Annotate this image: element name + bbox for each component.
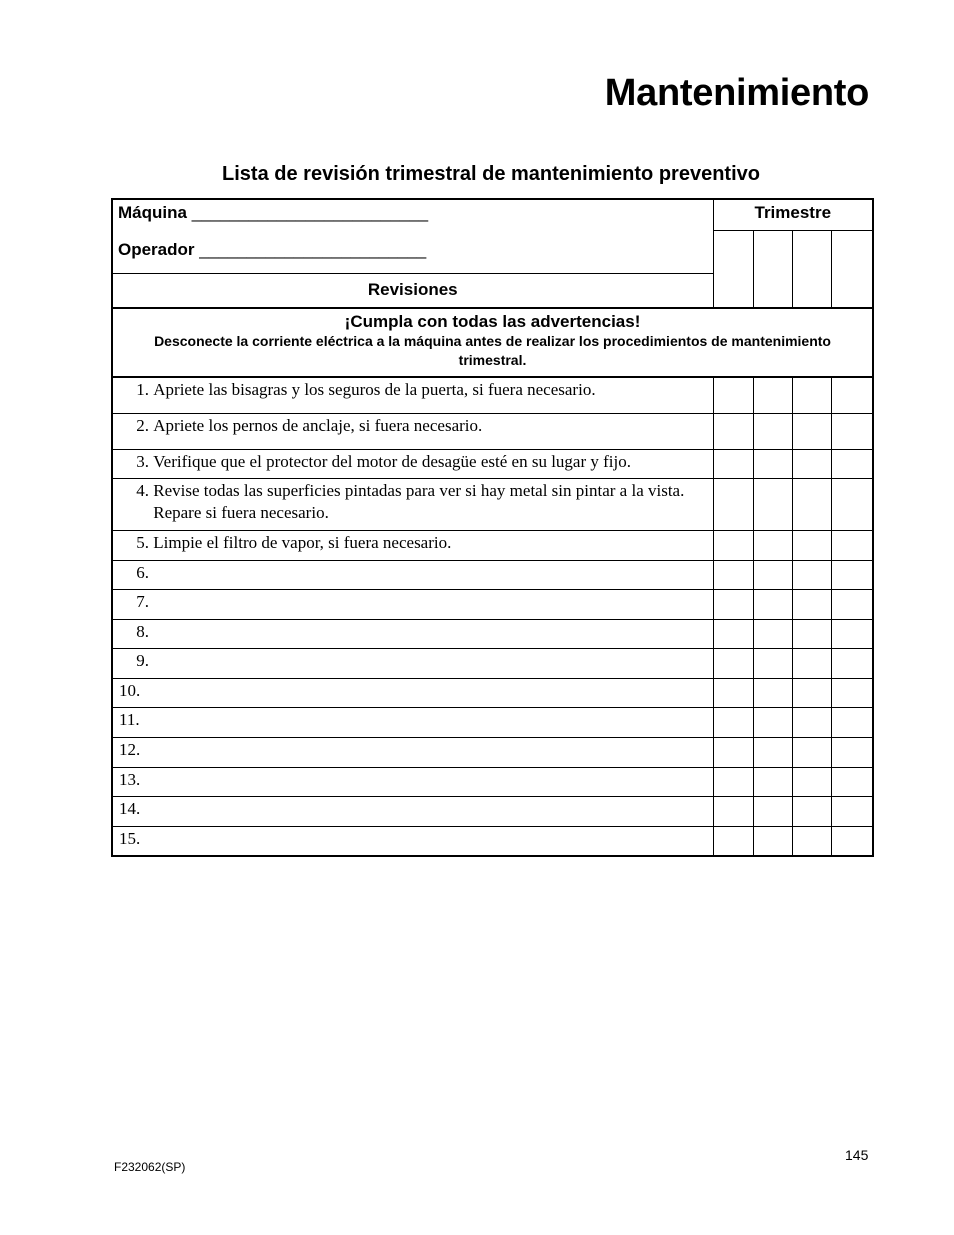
item-number: 1. (136, 380, 149, 399)
quarter-4-checkbox-cell[interactable] (831, 737, 873, 767)
quarter-2-checkbox-cell[interactable] (753, 767, 792, 796)
quarter-4-checkbox-cell[interactable] (831, 648, 873, 678)
machine-blank-line: _________________________ (191, 203, 429, 222)
quarter-1-checkbox-cell[interactable] (713, 767, 753, 796)
table-row (112, 826, 873, 856)
quarter-2-checkbox-cell[interactable] (753, 413, 792, 449)
item-number: 3. (136, 451, 149, 471)
quarter-3-checkbox-cell[interactable] (792, 737, 831, 767)
quarter-4-checkbox-cell[interactable] (831, 478, 873, 530)
table-row (112, 648, 873, 678)
quarter-3-checkbox-cell[interactable] (792, 377, 831, 413)
quarter-1-checkbox-cell[interactable] (713, 377, 753, 413)
quarter-2-header-cell (753, 230, 792, 308)
checklist-item (112, 589, 713, 619)
item-number: 13. (119, 769, 141, 789)
checklist-item (112, 619, 713, 648)
revisions-header-label: Revisiones (367, 280, 458, 300)
item-number: 7. (136, 591, 149, 611)
quarter-4-checkbox-cell[interactable] (831, 589, 873, 619)
item-text: Verifique que el protector del motor de desagüe esté en su lugar y fijo. (153, 451, 631, 471)
item-text: Revise todas las superficies pintadas para ver si hay metal sin pintar a la vista. Repare si fuera necesario. (153, 480, 685, 522)
page-title: Mantenimiento (604, 72, 869, 114)
quarter-4-checkbox-cell[interactable] (831, 619, 873, 648)
checklist-item (112, 560, 713, 589)
quarter-3-checkbox-cell[interactable] (792, 619, 831, 648)
table-row (112, 449, 873, 478)
quarter-3-checkbox-cell[interactable] (792, 449, 831, 478)
maintenance-checklist-table (111, 198, 874, 857)
quarter-3-checkbox-cell[interactable] (792, 530, 831, 560)
quarter-header-label: Trimestre (754, 203, 832, 222)
quarter-3-checkbox-cell[interactable] (792, 767, 831, 796)
quarter-4-checkbox-cell[interactable] (831, 413, 873, 449)
table-row (112, 707, 873, 737)
quarter-1-checkbox-cell[interactable] (713, 478, 753, 530)
table-row (112, 530, 873, 560)
quarter-2-checkbox-cell[interactable] (753, 737, 792, 767)
item-number: 5. (136, 532, 149, 552)
quarter-2-checkbox-cell[interactable] (753, 478, 792, 530)
checklist-item (112, 478, 713, 530)
quarter-2-checkbox-cell[interactable] (753, 589, 792, 619)
item-number: 6. (136, 562, 149, 582)
quarter-4-checkbox-cell[interactable] (831, 826, 873, 856)
quarter-1-checkbox-cell[interactable] (713, 530, 753, 560)
table-row (112, 589, 873, 619)
item-text: Limpie el filtro de vapor, si fuera necesario. (153, 532, 452, 552)
item-number: 15. (119, 828, 141, 848)
quarter-2-checkbox-cell[interactable] (753, 377, 792, 413)
machine-field[interactable] (112, 199, 713, 230)
quarter-1-checkbox-cell[interactable] (713, 826, 753, 856)
item-number: 8. (136, 621, 149, 641)
table-row (112, 737, 873, 767)
quarter-4-header-cell (831, 230, 873, 308)
quarter-3-checkbox-cell[interactable] (792, 796, 831, 826)
quarter-2-checkbox-cell[interactable] (753, 530, 792, 560)
checklist-item (112, 796, 713, 826)
checklist-item (112, 530, 713, 560)
quarter-1-checkbox-cell[interactable] (713, 678, 753, 707)
quarter-1-checkbox-cell[interactable] (713, 707, 753, 737)
quarter-1-checkbox-cell[interactable] (713, 619, 753, 648)
page-number: 145 (845, 1147, 869, 1163)
item-number: 11. (119, 709, 140, 729)
item-number: 12. (119, 739, 141, 759)
table-row (112, 767, 873, 796)
checklist-item (112, 767, 713, 796)
quarter-2-checkbox-cell[interactable] (753, 648, 792, 678)
quarter-1-checkbox-cell[interactable] (713, 796, 753, 826)
quarter-3-checkbox-cell[interactable] (792, 826, 831, 856)
checklist-item (112, 826, 713, 856)
table-row (112, 560, 873, 589)
quarter-4-checkbox-cell[interactable] (831, 707, 873, 737)
quarter-4-checkbox-cell[interactable] (831, 449, 873, 478)
quarter-3-checkbox-cell[interactable] (792, 648, 831, 678)
revisions-header (112, 273, 713, 308)
quarter-4-checkbox-cell[interactable] (831, 560, 873, 589)
quarter-1-header-cell (713, 230, 753, 308)
quarter-1-checkbox-cell[interactable] (713, 560, 753, 589)
quarter-2-checkbox-cell[interactable] (753, 619, 792, 648)
checklist-title: Lista de revisión trimestral de mantenimiento preventivo (222, 163, 760, 185)
item-text: Apriete las bisagras y los seguros de la puerta, si fuera necesario. (153, 380, 596, 399)
item-number: 10. (119, 680, 141, 700)
quarter-3-checkbox-cell[interactable] (792, 478, 831, 530)
item-number: 9. (136, 650, 149, 670)
operator-blank-line: ________________________ (199, 240, 427, 259)
operator-label: Operador (118, 240, 195, 259)
item-number: 4. (136, 480, 149, 500)
checklist-item (112, 678, 713, 707)
quarter-2-checkbox-cell[interactable] (753, 796, 792, 826)
warning-box (112, 308, 873, 377)
item-number: 14. (119, 798, 141, 818)
quarter-4-checkbox-cell[interactable] (831, 530, 873, 560)
item-number: 2. (136, 415, 149, 435)
checklist-item (112, 648, 713, 678)
operator-field[interactable] (112, 230, 713, 273)
quarter-3-checkbox-cell[interactable] (792, 678, 831, 707)
quarter-2-checkbox-cell[interactable] (753, 707, 792, 737)
quarter-2-checkbox-cell[interactable] (753, 560, 792, 589)
quarter-2-checkbox-cell[interactable] (753, 678, 792, 707)
table-row (112, 478, 873, 530)
quarter-1-checkbox-cell[interactable] (713, 589, 753, 619)
checklist-item (112, 413, 713, 449)
quarter-header (713, 199, 873, 230)
table-row (112, 377, 873, 413)
quarter-1-checkbox-cell[interactable] (713, 648, 753, 678)
quarter-2-checkbox-cell[interactable] (753, 449, 792, 478)
quarter-3-checkbox-cell[interactable] (792, 707, 831, 737)
item-text: Apriete los pernos de anclaje, si fuera necesario. (153, 415, 483, 435)
table-row (112, 413, 873, 449)
quarter-1-checkbox-cell[interactable] (713, 413, 753, 449)
quarter-4-checkbox-cell[interactable] (831, 678, 873, 707)
quarter-4-checkbox-cell[interactable] (831, 767, 873, 796)
table-row (112, 678, 873, 707)
warning-title: ¡Cumpla con todas las advertencias! (344, 312, 641, 331)
checklist-item (112, 377, 713, 413)
quarter-3-checkbox-cell[interactable] (792, 589, 831, 619)
warning-text: Desconecte la corriente eléctrica a la máquina antes de realizar los procedimientos de mantenimiento trimestral. (154, 333, 831, 368)
quarter-2-checkbox-cell[interactable] (753, 826, 792, 856)
quarter-3-checkbox-cell[interactable] (792, 413, 831, 449)
checklist-item (112, 707, 713, 737)
quarter-1-checkbox-cell[interactable] (713, 737, 753, 767)
checklist-item (112, 737, 713, 767)
checklist-item (112, 449, 713, 478)
table-row (112, 619, 873, 648)
quarter-4-checkbox-cell[interactable] (831, 796, 873, 826)
machine-label: Máquina (118, 203, 187, 222)
quarter-4-checkbox-cell[interactable] (831, 377, 873, 413)
quarter-3-checkbox-cell[interactable] (792, 560, 831, 589)
document-code: F232062(SP) (114, 1160, 186, 1174)
quarter-3-header-cell (792, 230, 831, 308)
quarter-1-checkbox-cell[interactable] (713, 449, 753, 478)
table-row (112, 796, 873, 826)
